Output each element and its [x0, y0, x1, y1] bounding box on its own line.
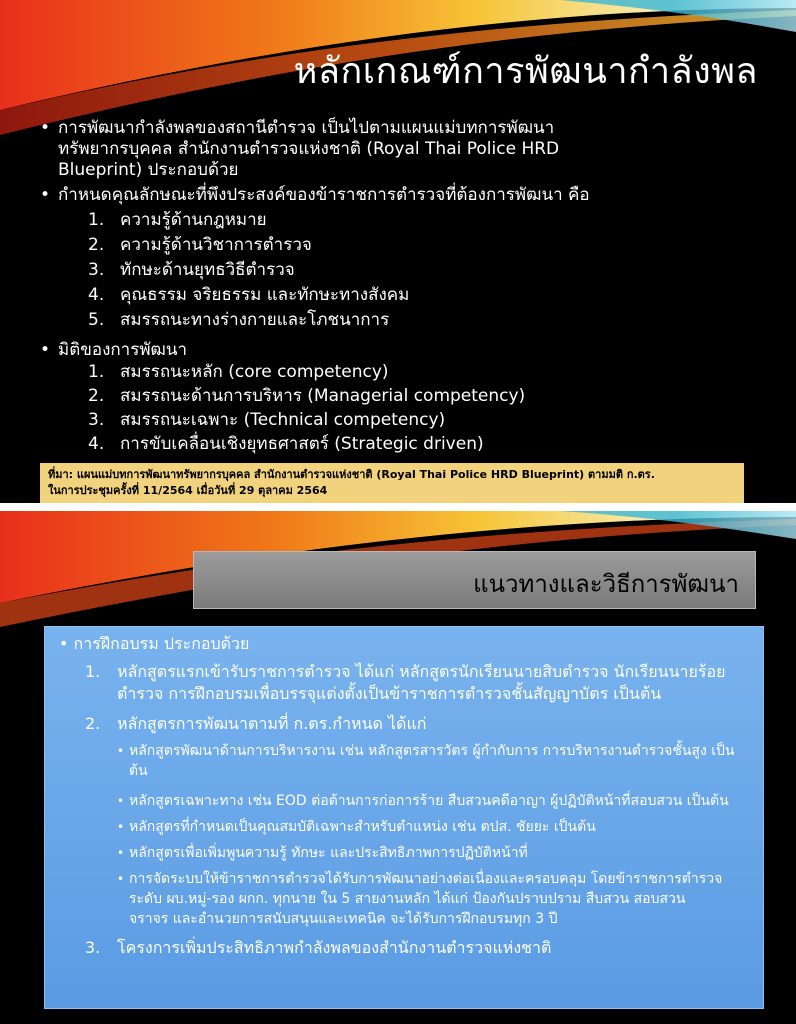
bullet-line: Blueprint) ประกอบด้วย [58, 160, 239, 180]
content-box [44, 626, 764, 1009]
list-item: 2. ความรู้ด้านวิชาการตำรวจ [88, 235, 312, 255]
item-1-number: 1. [85, 662, 101, 681]
bullet-dot: • [40, 118, 51, 138]
sub-item: • หลักสูตรที่กำหนดเป็นคุณสมบัติเฉพาะสำหรับตำแหน่ง เช่น ตปส. ชัยยะ เป็นต้น [117, 819, 596, 835]
bullet-dot: • [59, 634, 69, 653]
slide-1-title: หลักเกณฑ์การพัฒนากำลังพล [293, 51, 758, 92]
bullet-dot: • [117, 872, 125, 886]
sub-item: • การจัดระบบให้ข้าราชการตำรวจได้รับการพัฒนาอย่างต่อเนื่องและครอบคลุม โดยข้าราชการตำรวจ ระดับ ผบ.หมู่-รอง ผกก. ทุกนาย ใน 5 สายงานหลัก ได้แก่ ป้องกันปราบปราม สืบสวน สอบสวน จราจร และอำนวยการสนับสนุนและเทคนิค จะได้รับการฝึกอบรมทุก 3 ปี [117, 871, 723, 927]
list-item: 4. การขับเคลื่อนเชิงยุทธศาสตร์ (Strategic driven) [88, 434, 484, 454]
item-3-number: 3. [85, 938, 101, 957]
source-line: ที่มา: แผนแม่บทการพัฒนาทรัพยากรบุคคล สำนักงานตำรวจแห่งชาติ (Royal Thai Police HRD Blueprint) ตามมติ ก.ตร. [48, 468, 655, 481]
bullet-line: กำหนดคุณลักษณะที่พึงประสงค์ของข้าราชการตำรวจที่ต้องการพัฒนา คือ [58, 185, 590, 205]
bullet-desired-characteristics [40, 185, 778, 206]
item-2-text: หลักสูตรการพัฒนาตามที่ ก.ตร.กำหนด ได้แก่ [117, 714, 427, 733]
slide-2-title-box [193, 551, 756, 609]
source-line: ในการประชุมครั้งที่ 11/2564 เมื่อวันที่ 29 ตุลาคม 2564 [48, 484, 328, 497]
training-heading: • การฝึกอบรม ประกอบด้วย [59, 634, 250, 653]
list-item: 1. ความรู้ด้านกฎหมาย [88, 210, 267, 230]
slide-1 [0, 0, 796, 503]
bullet-dot: • [117, 846, 125, 860]
slide-2-title: แนวทางและวิธีการพัฒนา [473, 570, 739, 598]
slide-2 [0, 511, 796, 1024]
list-item: 1. สมรรถนะหลัก (core competency) [88, 362, 389, 382]
bullet-dot: • [117, 820, 125, 834]
bullet-development-dimensions [40, 340, 778, 361]
list-item: 4. คุณธรรม จริยธรรม และทักษะทางสังคม [88, 285, 410, 305]
bullet-dot: • [117, 744, 125, 758]
bullet-dot: • [117, 794, 125, 808]
bullet-line: การพัฒนากำลังพลของสถานีตำรวจ เป็นไปตามแผนแม่บทการพัฒนา [58, 118, 555, 138]
list-item: 3. ทักษะด้านยุทธวิธีตำรวจ [88, 260, 295, 280]
list-item: 5. สมรรถนะทางร่างกายและโภชนาการ [88, 310, 390, 330]
bullet-line: ทรัพยากรบุคคล สำนักงานตำรวจแห่งชาติ (Royal Thai Police HRD [58, 139, 560, 159]
sub-item: • หลักสูตรพัฒนาด้านการบริหารงาน เช่น หลักสูตรสารวัตร ผู้กำกับการ การบริหารงานตำรวจชั้นสูง เป็น ต้น [117, 743, 735, 779]
sub-item: • หลักสูตรเฉพาะทาง เช่น EOD ต่อต้านการก่อการร้าย สืบสวนคดีอาญา ผู้ปฏิบัติหน้าที่สอบสวน เป็นต้น [117, 793, 729, 809]
item-1-text: หลักสูตรแรกเข้ารับราชการตำรวจ ได้แก่ หลักสูตรนักเรียนนายสิบตำรวจ นักเรียนนายร้อย ตำรวจ การฝึกอบรมเพื่อบรรจุแต่งตั้งเป็นข้าราชการตำรวจชั้นสัญญาบัตร เป็นต้น [117, 662, 726, 703]
bullet-development-blueprint [40, 118, 778, 181]
item-2-number: 2. [85, 714, 101, 733]
list-item: 3. สมรรถนะเฉพาะ (Technical competency) [88, 410, 446, 430]
source-note [40, 463, 744, 503]
list-item: 2. สมรรถนะด้านการบริหาร (Managerial competency) [88, 386, 526, 406]
bullet-dot: • [40, 340, 51, 360]
sub-item: • หลักสูตรเพื่อเพิ่มพูนความรู้ ทักษะ และประสิทธิภาพการปฏิบัติหน้าที่ [117, 845, 528, 861]
item-3-text: โครงการเพิ่มประสิทธิภาพกำลังพลของสำนักงานตำรวจแห่งชาติ [117, 938, 552, 957]
bullet-dot: • [40, 185, 51, 205]
bullet-line: มิติของการพัฒนา [58, 340, 188, 360]
